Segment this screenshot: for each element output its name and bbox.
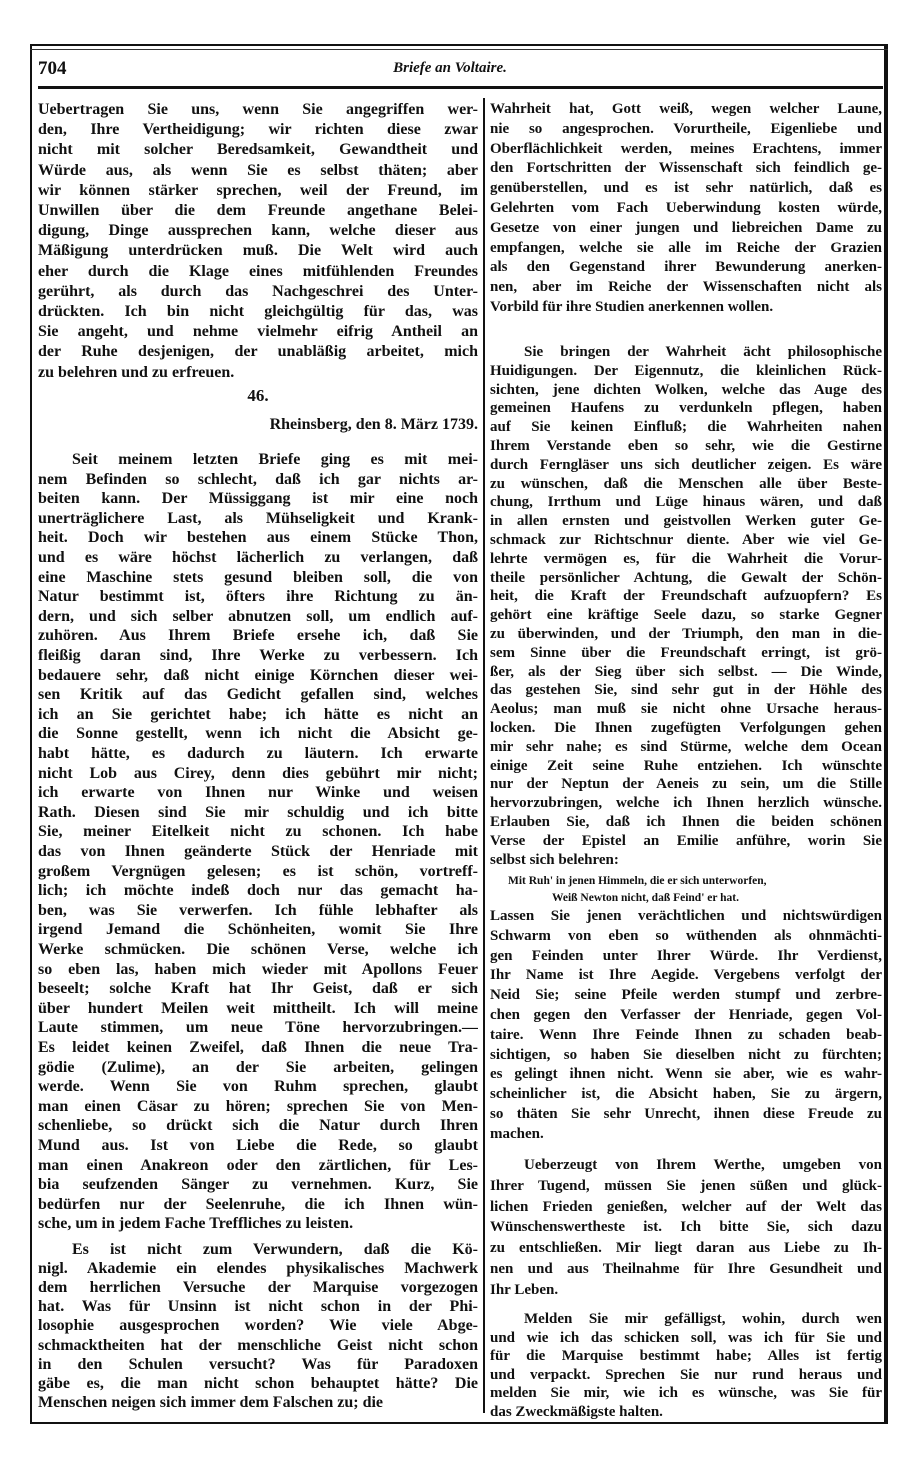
text-line: gen Feinden unter Ihrer Würde. Ihr Verdienst,: [490, 947, 882, 964]
text-line: gehört eine kräftige Seele dazu, so starke Gegner: [490, 607, 882, 624]
text-line: Ihr Name ist Ihre Aegide. Vergebens verfolgt der: [490, 967, 882, 984]
text-line: der Ruhe desjenigen, der unabläßig arbeitet, mich: [38, 343, 478, 361]
text-line: Es ist nicht zum Verwundern, daß die Kö-: [72, 1241, 478, 1258]
text-line: nur der Neptun der Aeneis zu sein, um die Stille: [490, 776, 882, 793]
text-line: und es wäre höchst lächerlich zu verlangen, daß: [38, 549, 478, 566]
text-line: scheinlicher ist, die Absicht haben, Sie zu ärgern,: [490, 1086, 882, 1103]
text-line: Gesetze von einer jungen und liebreichen Dame zu: [490, 219, 882, 236]
text-line: und verpackt. Sprechen Sie nur rund heraus und: [490, 1366, 882, 1383]
text-line: man einen Cäsar zu hören; sprechen Sie von Men-: [38, 1097, 478, 1115]
text-line: lich; ich möchte indeß doch nur das gemacht ha-: [38, 882, 478, 900]
text-line: das gestehen Sie, sind sehr gut in der Höhle des: [490, 682, 882, 699]
text-line: Neid Sie; seine Pfeile werden stumpf und zerbre-: [490, 987, 882, 1004]
text-line: zu überwinden, und der Triumph, den man in die-: [490, 626, 882, 642]
text-line: ich erwarte von Ihnen nur Winke und weisen: [38, 784, 478, 802]
text-line: Uebertragen Sie uns, wenn Sie angegriffen wer-: [38, 101, 478, 118]
text-line: zu belehren und zu erfreuen.: [38, 363, 235, 381]
text-line: wir können stärker sprechen, weil der Freund, im: [38, 181, 478, 199]
text-line: beseelt; solche Kraft hat Ihr Geist, daß er sich: [38, 980, 478, 998]
text-line: beiten kann. Der Müssiggang ist mir eine noch: [38, 490, 478, 508]
text-line: unerträglichere Last, als Mühseligkeit und Krank-: [38, 509, 478, 527]
text-line: theile persönlicher Achtung, die Gewalt der Schön-: [490, 569, 882, 586]
text-line: dern, und sich selber abnutzen soll, um endlich auf-: [38, 607, 478, 625]
text-line: Laute stimmen, um neue Töne hervorzubringen.—: [38, 1019, 478, 1037]
text-line: gäbe es, die man nicht schon behauptet hätte? Die: [38, 1374, 478, 1392]
text-line: einige Zeit seine Ruhe entziehen. Ich wünschte: [490, 757, 882, 774]
text-line: schmacktheiten hat der menschliche Geist nicht schon: [38, 1336, 478, 1354]
text-line: Aeolus; man muß sie nicht ohne Ursache heraus-: [490, 701, 882, 718]
text-line: locken. Die Ihnen zugefügten Verfolgungen gehen: [490, 720, 882, 736]
text-line: Ihrem Verstande eben so sehr, wie die Gestirne: [490, 438, 882, 454]
text-line: gemeinen Haufens zu verdunkeln pflegen, haben: [490, 400, 882, 417]
text-line: so thäten Sie sehr Unrecht, ihnen diese Freude zu: [490, 1106, 882, 1122]
text-line: Sie, meiner Eitelkeit nicht zu schonen. Ich habe: [38, 823, 478, 841]
text-line: Vorbild für ihre Studien anerkennen wollen.: [490, 299, 774, 315]
text-line: chung, Irrthum und Lüge hinaus wären, und daß: [490, 494, 882, 511]
text-line: Gelehrten vom Fach Ueberwindung kosten würde,: [490, 200, 882, 216]
text-line: Oberflächlichkeit werden, meines Erachtens, immer: [490, 140, 882, 157]
text-line: sen Kritik auf das Gedicht gefallen sind, welches: [38, 686, 478, 704]
text-line: Unwillen über die dem Freunde angethane Belei-: [38, 202, 478, 219]
text-line: auf Sie keinen Einfluß; die Wahrheiten nahen: [490, 419, 882, 436]
text-line: Lassen Sie jenen verächtlichen und nichtswürdigen: [490, 908, 882, 924]
text-line: nicht mit solcher Beredsamkeit, Gewandtheit und: [38, 141, 478, 159]
text-line: Wünschenswertheste ist. Ich bitte Sie, sich dazu: [490, 1219, 882, 1236]
text-line: über hundert Meilen weit mittheilt. Ich will meine: [38, 999, 478, 1017]
text-line: empfangen, welche sie alle im Reiche der Grazien: [490, 239, 882, 256]
text-line: bia seufzenden Sänger zu vernehmen. Kurz, Sie: [38, 1176, 478, 1194]
page-number: 704: [38, 58, 67, 79]
text-line: chen gegen den Verfasser der Henriade, gegen Vol-: [490, 1007, 882, 1023]
text-line: zu wünschen, daß die Menschen alle über Beste-: [490, 475, 882, 492]
verse-line: Mit Ruh' in jenen Himmeln, die er sich unterworfen,: [508, 875, 767, 887]
text-line: für die Marquise bestimmt habe; Alles ist fertig: [490, 1348, 882, 1365]
text-line: in allen ernsten und geistvollen Werken guter Ge-: [490, 513, 882, 530]
text-line: sichtigen, so haben Sie dieselben nicht zu fürchten;: [490, 1046, 882, 1063]
text-line: lichen Frieden genießen, welcher auf der Welt das: [490, 1198, 882, 1215]
text-line: selbst sich belehren:: [490, 851, 619, 868]
text-line: irgend Jemand die Schönheiten, womit Sie Ihre: [38, 921, 478, 939]
text-line: man einen Anakreon oder den zärtlichen, für Les-: [38, 1156, 478, 1174]
text-line: losophie ausgesprochen worden? Wie viele Abge-: [38, 1317, 478, 1335]
text-line: Schwarm von eben so wüthenden als ohnmächti-: [490, 927, 882, 944]
text-line: Seit meinem letzten Briefe ging es mit mei-: [72, 451, 478, 468]
text-line: durch Ferngläser uns sich deutlicher zeigen. Es wäre: [490, 456, 882, 473]
text-line: bedauere sehr, daß nicht einige Körnchen dieser wei-: [38, 666, 478, 684]
text-line: gödie (Zulime), an der Sie arbeiten, gelingen: [38, 1058, 478, 1076]
header-rule: [38, 86, 883, 89]
text-line: taire. Wenn Ihre Feinde Ihnen zu schaden beab-: [490, 1026, 882, 1043]
text-line: lehrte vermögen es, für die Wahrheit die Vorur-: [490, 550, 882, 567]
text-line: Huidigungen. Der Eigennutz, die kleinlichen Rück-: [490, 362, 882, 379]
text-line: so eben las, haben mich wieder mit Apollons Feuer: [38, 960, 478, 978]
text-line: machen.: [490, 1125, 544, 1142]
text-line: drückten. Ich bin nicht gleichgültig für das, was: [38, 303, 478, 320]
text-line: heit. Doch wir bestehen aus einem Stücke Thon,: [38, 529, 478, 547]
text-line: Ihrer Tugend, müssen Sie jenen süßen und glück-: [490, 1177, 882, 1194]
text-line: Verse der Epistel an Emilie anführe, worin Sie: [490, 832, 882, 849]
text-line: fleißig daran sind, Ihre Werke zu verbessern. Ich: [38, 647, 478, 664]
text-line: den Fortschritten der Wissenschaft sich feindlich ge-: [490, 160, 882, 177]
text-line: nie so angesprochen. Vorurtheile, Eigenliebe und: [490, 120, 882, 137]
text-line: hervorzubringen, welche ich Ihnen herzlich wünsche.: [490, 795, 882, 812]
text-line: sem Sinne über die Freundschaft erringt, ist grö-: [490, 644, 882, 661]
text-line: nen, aber im Reiche der Wissenschaften nicht als: [490, 279, 882, 296]
text-line: die Sonne gestellt, wenn ich nicht die Absicht ge-: [38, 725, 478, 743]
text-line: bedürfen nur der Seelenruhe, die ich Ihnen wün-: [38, 1195, 478, 1213]
text-line: habt hätte, es dadurch zu läutern. Ich erwarte: [38, 745, 478, 762]
text-line: werde. Wenn Sie von Ruhm sprechen, glaubt: [38, 1078, 478, 1096]
text-line: sche, um in jedem Fache Treffliches zu leisten.: [38, 1215, 354, 1233]
page-border-inner-line: [30, 49, 888, 50]
text-line: Mäßigung unterdrücken muß. Die Welt wird auch: [38, 242, 478, 260]
letter-dateline: Rheinsberg, den 8. März 1739.: [269, 416, 478, 433]
text-line: und wie ich das schicken soll, was ich für Sie und: [490, 1329, 882, 1346]
text-line: nicht Lob aus Cirey, denn dies gebührt mir nicht;: [38, 764, 478, 782]
text-line: ßer, als der Sieg über sich selbst. — Die Winde,: [490, 663, 882, 680]
text-line: Erlauben Sie, daß ich Ihnen die beiden schönen: [490, 814, 882, 830]
text-line: zu entschließen. Mir liegt daran aus Liebe zu Ih-: [490, 1240, 882, 1257]
text-line: dem herrlichen Versuche der Marquise vorgezogen: [38, 1279, 478, 1297]
text-line: eher durch die Klage eines mitfühlenden Freundes: [38, 262, 478, 280]
text-line: das von Ihnen geänderte Stück der Henriade mit: [38, 843, 478, 860]
text-line: Sie angeht, und nehme vielmehr eifrig Antheil an: [38, 323, 478, 341]
text-line: mir sehr nahe; es sind Stürme, welche dem Ocean: [490, 738, 882, 755]
text-line: nem Befinden so schlecht, daß ich gar nichts ar-: [38, 470, 478, 488]
text-line: Sie bringen der Wahrheit ächt philosophische: [524, 344, 882, 360]
text-line: Rath. Diesen sind Sie mir schuldig und ich bitte: [38, 803, 478, 821]
text-line: schmack zur Richtschnur diente. Aber wie viel Ge-: [490, 532, 882, 548]
text-line: sichten, jene dichten Wolken, welche das Auge des: [490, 381, 882, 398]
text-line: Melden Sie mir gefälligst, wohin, durch wen: [524, 1311, 882, 1327]
text-line: heit, die Kraft der Freundschaft aufzuopfern? Es: [490, 588, 882, 605]
text-line: melden Sie mir, wie ich es wünsche, was Sie für: [490, 1385, 882, 1402]
text-line: als den Gegenstand ihrer Bewunderung anerken-: [490, 259, 882, 276]
text-line: in den Schulen versucht? Was für Paradoxen: [38, 1355, 478, 1373]
running-title: Briefe an Voltaire.: [393, 60, 507, 76]
text-line: es gelingt ihnen nicht. Wenn sie aber, wie es wahr-: [490, 1066, 882, 1083]
text-line: Würde aus, als wenn Sie es selbst thäten; aber: [38, 161, 478, 179]
text-line: Werke schmücken. Die schönen Verse, welche ich: [38, 941, 478, 958]
text-line: Natur bestimmt ist, öfters ihre Richtung zu än-: [38, 588, 478, 606]
text-line: genüberstellen, und es ist sehr natürlich, daß es: [490, 180, 882, 197]
text-line: den, Ihre Vertheidigung; wir richten diese zwar: [38, 121, 478, 139]
text-line: gerührt, als durch das Nachgeschrei des Unter-: [38, 282, 478, 300]
text-line: Mund aus. Ist von Liebe die Rede, so glaubt: [38, 1137, 478, 1154]
text-line: hat. Was für Unsinn ist nicht schon in der Phi-: [38, 1298, 478, 1316]
text-line: Es leidet keinen Zweifel, daß Ihnen die neue Tra-: [38, 1039, 478, 1056]
text-line: großem Vergnügen gelesen; es ist schön, vortreff-: [38, 862, 478, 880]
text-line: schenliebe, so drückt sich die Natur durch Ihren: [38, 1117, 478, 1135]
text-line: nigl. Akademie ein elendes physikalisches Machwerk: [38, 1260, 478, 1278]
text-line: zuhören. Aus Ihrem Briefe ersehe ich, daß Sie: [38, 627, 478, 645]
text-line: Wahrheit hat, Gott weiß, wegen welcher Laune,: [490, 101, 882, 117]
text-line: das Zweckmäßigste halten.: [490, 1404, 663, 1420]
text-line: Ueberzeugt von Ihrem Werthe, umgeben von: [524, 1157, 882, 1173]
text-line: Menschen neigen sich immer dem Falschen zu; die: [38, 1393, 384, 1411]
text-line: nen und aus Theilnahme für Ihre Gesundheit und: [490, 1261, 882, 1277]
text-line: Ihr Leben.: [490, 1281, 559, 1298]
text-line: ich an Sie gerichtet habe; ich hätte es nicht an: [38, 705, 478, 723]
text-line: eine Maschine stets gesund bleiben soll, die von: [38, 568, 478, 586]
text-line: ben, was Sie verwerfen. Ich fühle lebhafter als: [38, 901, 478, 919]
column-divider: [483, 98, 485, 1413]
letter-number: 46.: [247, 386, 269, 405]
verse-line: Weiß Newton nicht, daß Feind' er hat.: [552, 892, 739, 904]
text-line: digung, Dinge aussprechen kann, welche dieser aus: [38, 222, 478, 240]
